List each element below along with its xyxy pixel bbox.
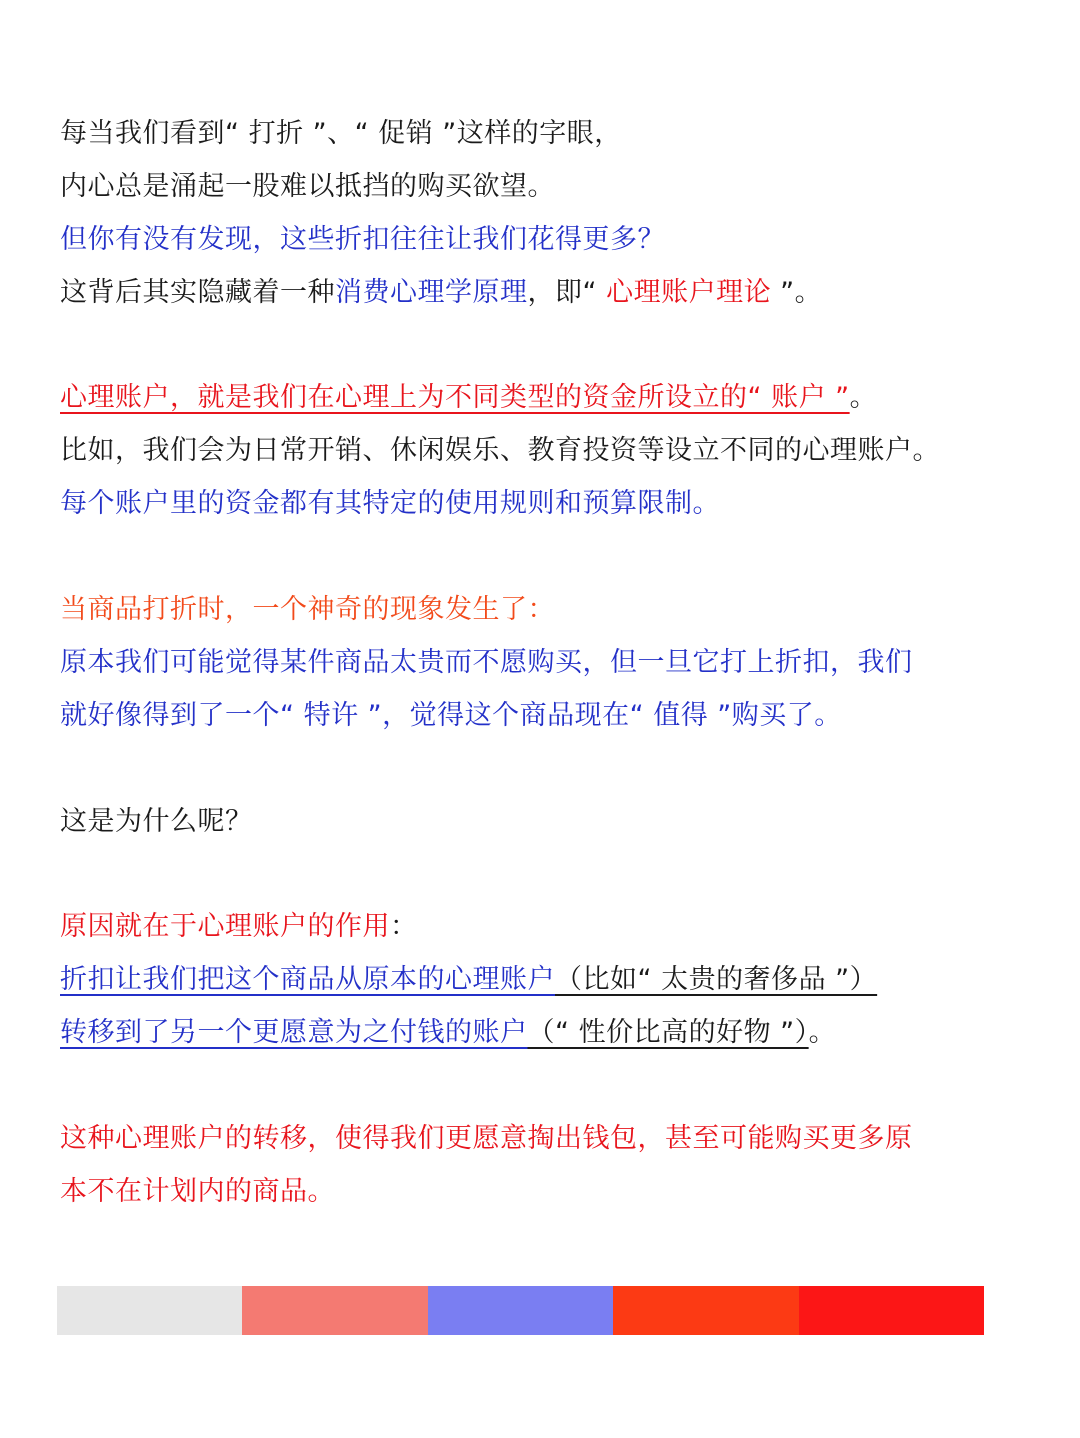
p5-colon: ： — [390, 911, 418, 942]
p1-line4-text-c: ，即“ — [527, 277, 607, 308]
p1-line4 — [60, 273, 822, 313]
p3-line2: 原本我们可能觉得某件商品太贵而不愿购买，但一旦它打上折扣，我们 — [60, 647, 913, 678]
p2-line2: 比如，我们会为日常开销、休闲娱乐、教育投资等设立不同的心理账户。 — [60, 435, 940, 466]
p5-line3-text: 转移到了另一个更愿意为之付钱的账户 — [60, 1017, 528, 1048]
p3-line3: 就好像得到了一个“ 特许 ”，觉得这个商品现在“ 值得 ”购买了。 — [60, 700, 842, 731]
p5-line1 — [60, 907, 418, 947]
p1-line3: 但你有没有发现，这些折扣往往让我们花得更多？ — [60, 224, 665, 255]
p5-line3 — [60, 1013, 836, 1053]
p1-line4-text-a: 这背后其实隐藏着一种 — [60, 277, 335, 308]
palette-swatch-2 — [242, 1286, 427, 1335]
p5-line2 — [60, 960, 877, 1000]
p5-line2-example: （比如“ 太贵的奢侈品 ”） — [555, 964, 878, 995]
palette-swatch-1 — [57, 1286, 242, 1335]
p1-line2: 内心总是涌起一股难以抵挡的购买欲望。 — [60, 171, 555, 202]
palette-swatch-5 — [799, 1286, 984, 1335]
p1-line4-mental-accounting: 心理账户理论 — [606, 277, 772, 308]
p6-line2: 本不在计划内的商品。 — [60, 1176, 335, 1207]
p1-line1: 每当我们看到“ 打折 ”、“ 促销 ”这样的字眼， — [60, 118, 622, 149]
p5-line3-end: 。 — [808, 1017, 837, 1048]
p2-line1-end: 。 — [849, 382, 878, 413]
palette-swatch-4 — [613, 1286, 798, 1335]
p3-line1: 当商品打折时，一个神奇的现象发生了： — [60, 594, 555, 625]
p6-line1: 这种心理账户的转移，使得我们更愿意掏出钱包，甚至可能购买更多原 — [60, 1123, 913, 1154]
p1-line4-consumer-psychology: 消费心理学原理 — [335, 277, 528, 308]
p2-line1 — [60, 378, 877, 418]
p5-reason: 原因就在于心理账户的作用 — [60, 911, 390, 942]
p5-line2-text: 折扣让我们把这个商品从原本的心理账户 — [60, 964, 555, 995]
color-palette-bar — [57, 1286, 984, 1335]
p1-line4-text-e: ”。 — [771, 277, 823, 308]
palette-swatch-3 — [428, 1286, 613, 1335]
p5-line3-example: （“ 性价比高的好物 ”） — [527, 1017, 809, 1048]
p2-definition: 心理账户，就是我们在心理上为不同类型的资金所设立的“ 账户 ” — [60, 382, 850, 413]
p4-line1: 这是为什么呢？ — [60, 806, 253, 837]
p2-line3: 每个账户里的资金都有其特定的使用规则和预算限制。 — [60, 488, 720, 519]
